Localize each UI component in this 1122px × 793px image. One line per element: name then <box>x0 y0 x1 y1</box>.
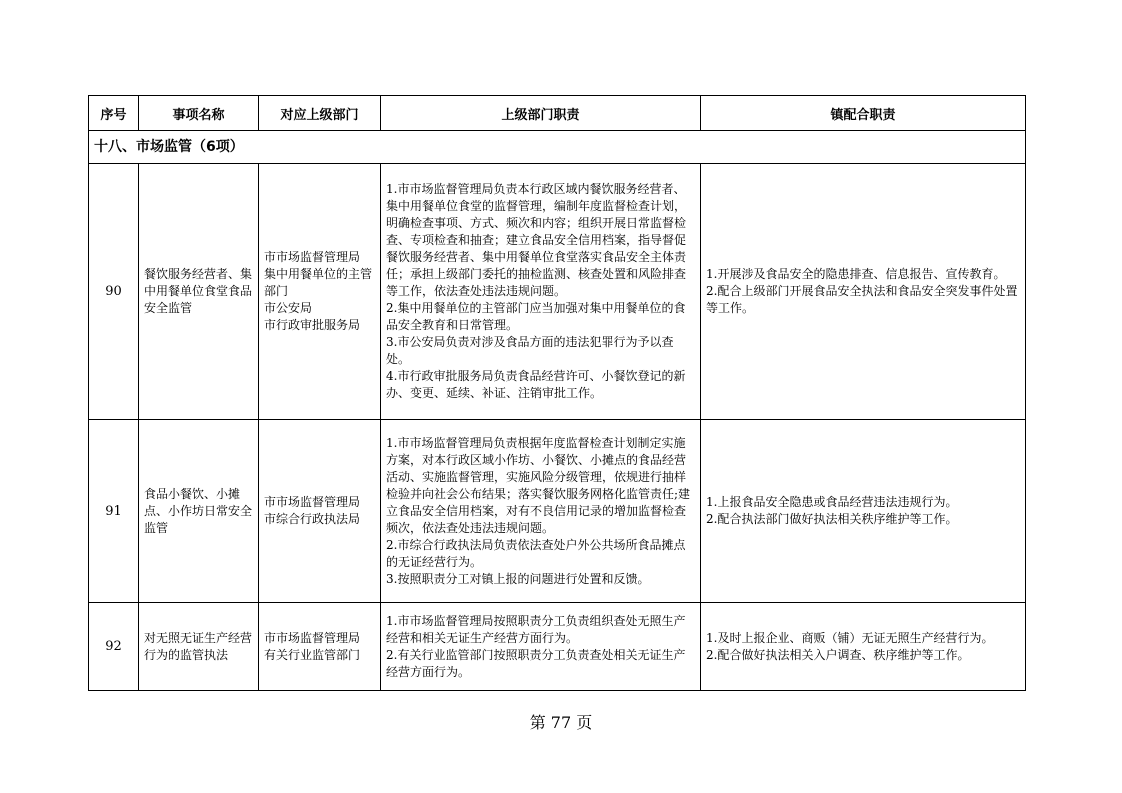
row-town <box>701 603 1026 691</box>
dept-line: 市行政审批服务局 <box>264 318 361 332</box>
header-dept: 对应上级部门 <box>259 96 381 131</box>
row-town <box>701 420 1026 603</box>
row-town <box>701 164 1026 420</box>
duty-line: 2.市综合行政执法局负责依法查处户外公共场所食品摊点的无证经营行为。 <box>386 537 686 569</box>
row-duties <box>381 420 701 603</box>
row-depts <box>259 603 381 691</box>
dept-line: 市市场监督管理局 <box>264 495 361 509</box>
dept-line: 市市场监督管理局 <box>264 250 361 264</box>
dept-line: 市综合行政执法局 <box>264 512 361 526</box>
dept-line: 集中用餐单位的主管部门 <box>264 267 373 298</box>
duty-line: 3.按照职责分工对镇上报的问题进行处置和反馈。 <box>386 571 650 586</box>
section-row <box>89 131 1026 164</box>
town-line: 1.上报食品安全隐患或食品经营违法违规行为。 <box>706 495 958 509</box>
row-seq: 90 <box>89 164 139 420</box>
row-duties <box>381 603 701 691</box>
duty-line: 3.市公安局负责对涉及食品方面的违法犯罪行为予以查处。 <box>386 335 674 366</box>
responsibility-table <box>88 95 1026 691</box>
header-seq: 序号 <box>89 96 139 131</box>
duty-line: 2.有关行业监管部门按照职责分工负责查处相关无证生产经营方面行为。 <box>386 647 686 679</box>
dept-line: 市公安局 <box>264 301 313 315</box>
header-name: 事项名称 <box>139 96 259 131</box>
dept-line: 市市场监督管理局 <box>264 630 361 645</box>
header-duty: 上级部门职责 <box>381 96 701 131</box>
duty-line: 2.集中用餐单位的主管部门应当加强对集中用餐单位的食品安全教育和日常管理。 <box>386 301 686 332</box>
row-depts <box>259 420 381 603</box>
row-seq: 91 <box>89 420 139 603</box>
town-line: 2.配合上级部门开展食品安全执法和食品安全突发事件处置等工作。 <box>706 284 1018 315</box>
town-line: 1.及时上报企业、商贩（铺）无证无照生产经营行为。 <box>706 630 994 645</box>
row-name: 餐饮服务经营者、集中用餐单位食堂食品安全监管 <box>139 164 259 420</box>
town-line: 2.配合执法部门做好执法相关秩序维护等工作。 <box>706 512 958 526</box>
town-line: 2.配合做好执法相关入户调查、秩序维护等工作。 <box>706 647 970 662</box>
table-row <box>89 603 1026 691</box>
header-row <box>89 96 1026 131</box>
section-title: 十八、市场监管（6项） <box>89 131 1026 164</box>
duty-line: 1.市市场监督管理局负责本行政区域内餐饮服务经营者、集中用餐单位食堂的监督管理，编制年度监督检查计划，明确检查事项、方式、频次和内容；组织开展日常监督检查、专项检查和抽查；建立食品安全信用档案，指导督促餐饮服务经营者、集中用餐单位食堂落实食品安全主体责任；承担上级部门委托的抽检监测、核查处置和风险排查等工作，依法查处违法违规问题。 <box>386 182 687 298</box>
duty-line: 1.市市场监督管理局负责根据年度监督检查计划制定实施方案，对本行政区域小作坊、小餐饮、小摊点的食品经营活动、实施监督管理，实施风险分级管理，依规进行抽样检验并向社会公布结果；落实餐饮服务网格化监管责任;建立食品安全信用档案，对有不良信用记录的增加监督检查频次，依法查处违法违规问题。 <box>386 435 691 535</box>
duty-line: 1.市市场监督管理局按照职责分工负责组织查处无照生产经营和相关无证生产经营方面行为。 <box>386 613 686 645</box>
row-duties <box>381 164 701 420</box>
town-line: 1.开展涉及食品安全的隐患排查、信息报告、宣传教育。 <box>706 267 1006 281</box>
table-row <box>89 420 1026 603</box>
row-name: 食品小餐饮、小摊点、小作坊日常安全监管 <box>139 420 259 603</box>
row-name: 对无照无证生产经营行为的监管执法 <box>139 603 259 691</box>
table-row <box>89 164 1026 420</box>
row-depts <box>259 164 381 420</box>
header-town: 镇配合职责 <box>701 96 1026 131</box>
page-number: 第 77 页 <box>529 713 593 732</box>
dept-line: 有关行业监管部门 <box>264 647 361 662</box>
duty-line: 4.市行政审批服务局负责食品经营许可、小餐饮登记的新办、变更、延续、补证、注销审批工作。 <box>386 369 686 400</box>
row-seq: 92 <box>89 603 139 691</box>
